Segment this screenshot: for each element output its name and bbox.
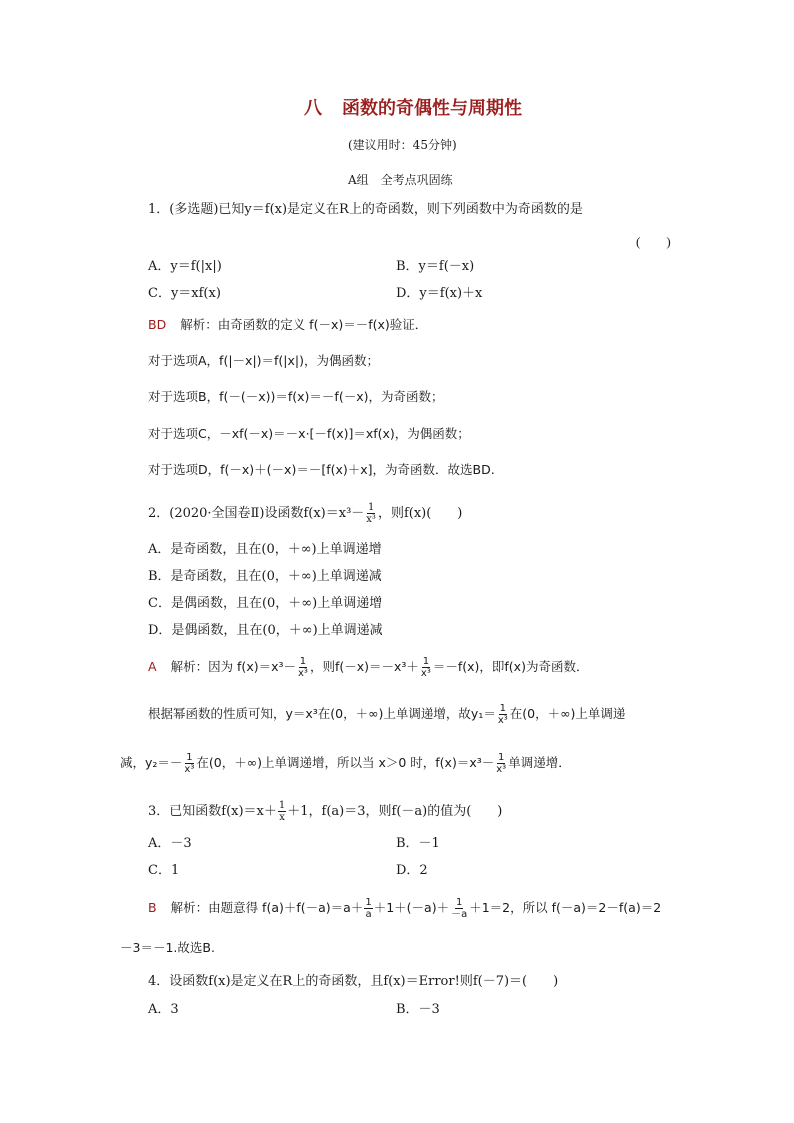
q2-sol-part: 减，y₂＝－ bbox=[120, 755, 183, 770]
fraction-numerator: 1 bbox=[499, 703, 506, 714]
q2-stem-part-2: ，则f(x)( ) bbox=[377, 506, 463, 521]
q2-sol-part: 在(0，＋∞)上单调递增，所以当 x＞0 时，f(x)＝x³－ bbox=[196, 755, 495, 770]
q2-sol-part: 根据幂函数的性质可知，y＝x³在(0，＋∞)上单调递增，故y₁＝ bbox=[148, 706, 496, 721]
q1-answer-blank: ( ) bbox=[636, 234, 671, 249]
q4-option-a: A．3 bbox=[148, 1002, 179, 1017]
q2-sol-fraction-2 bbox=[420, 656, 432, 679]
q3-solution-line-1 bbox=[148, 897, 661, 920]
q3-option-c: C．1 bbox=[148, 863, 180, 878]
q3-option-d: D．2 bbox=[396, 863, 428, 878]
q2-sol-part: ＝－f(x)，即f(x)为奇函数． bbox=[432, 659, 589, 674]
q2-sol-part: ，则f(－x)＝－x³＋ bbox=[309, 659, 419, 674]
fraction-numerator: 1 bbox=[367, 502, 375, 513]
q4-option-b: B．－3 bbox=[396, 1002, 440, 1017]
q2-stem-part-1: 2．(2020·全国卷Ⅱ)设函数f(x)＝x³－ bbox=[148, 506, 365, 521]
q2-option-a: A．是奇函数，且在(0，＋∞)上单调递增 bbox=[148, 542, 382, 557]
q1-solution-line-2: 对于选项A，f(|－x|)＝f(|x|)，为偶函数； bbox=[148, 353, 380, 368]
fraction-denominator: x³ bbox=[420, 668, 431, 679]
q3-sol-fraction-1 bbox=[364, 897, 372, 920]
q1-option-c: C．y＝xf(x) bbox=[148, 286, 221, 301]
q2-sol-part: 解析：因为 f(x)＝x³－ bbox=[170, 659, 296, 674]
fraction-denominator: x³ bbox=[497, 715, 508, 726]
q1-option-d: D．y＝f(x)＋x bbox=[396, 286, 483, 301]
q1-option-a: A．y＝f(|x|) bbox=[148, 259, 222, 274]
fraction-numerator: 1 bbox=[365, 897, 372, 908]
fraction-numerator: 1 bbox=[422, 656, 430, 667]
q2-sol-fraction-1 bbox=[297, 656, 309, 679]
q3-sol-part: ＋1＋(－a)＋ bbox=[373, 900, 450, 915]
q2-solution-line-3 bbox=[120, 752, 571, 775]
section-number: 八 bbox=[304, 98, 322, 119]
q3-stem-fraction bbox=[278, 800, 286, 823]
q3-answer: B bbox=[148, 900, 157, 915]
q2-sol-fraction-4 bbox=[183, 752, 195, 775]
section-title: 函数的奇偶性与周期性 bbox=[342, 98, 522, 119]
q2-stem-fraction bbox=[365, 502, 377, 525]
q1-solution-line-4: 对于选项C，－xf(－x)＝－x·[－f(x)]＝xf(x)，为偶函数； bbox=[148, 426, 470, 441]
q3-stem bbox=[148, 800, 502, 823]
fraction-denominator: x³ bbox=[298, 668, 308, 679]
q1-option-b: B．y＝f(－x) bbox=[396, 259, 475, 274]
q2-sol-part: 单调递增． bbox=[508, 755, 571, 770]
fraction-denominator: x bbox=[279, 812, 285, 823]
fraction-denominator: a bbox=[365, 909, 372, 920]
q2-sol-fraction-5 bbox=[495, 752, 507, 775]
fraction-numerator: 1 bbox=[186, 752, 193, 763]
q1-solution-line-5: 对于选项D，f(－x)＋(－x)＝－[f(x)＋x]，为奇函数．故选BD. bbox=[148, 462, 495, 477]
q2-stem bbox=[148, 502, 462, 525]
q3-solution-line-2: －3＝－1.故选B. bbox=[120, 940, 215, 955]
q3-stem-part-2: ＋1，f(a)＝3，则f(－a)的值为( ) bbox=[287, 804, 503, 819]
page-title bbox=[304, 98, 522, 120]
fraction-numerator: 1 bbox=[278, 800, 286, 811]
q2-option-b: B．是奇函数，且在(0，＋∞)上单调递减 bbox=[148, 569, 382, 584]
q2-sol-fraction-3 bbox=[497, 703, 509, 726]
q2-sol-part: 在(0，＋∞)上单调递 bbox=[509, 706, 626, 721]
q2-solution-line-2 bbox=[148, 703, 625, 726]
q3-sol-part: ＋1＝2，所以 f(－a)＝2－f(a)＝2 bbox=[469, 900, 662, 915]
q1-solution-line-3: 对于选项B，f(－(－x))＝f(x)＝－f(－x)，为奇函数； bbox=[148, 389, 444, 404]
q1-solution-text: 解析：由奇函数的定义 f(－x)＝－f(x)验证． bbox=[180, 317, 428, 332]
q3-sol-part: 解析：由题意得 f(a)＋f(－a)＝a＋ bbox=[170, 900, 364, 915]
group-heading: A组 全考点巩固练 bbox=[348, 173, 453, 187]
fraction-denominator: x³ bbox=[366, 514, 376, 525]
time-hint: (建议用时：45分钟) bbox=[348, 138, 457, 152]
fraction-denominator: －a bbox=[451, 909, 468, 920]
q2-solution-line-1 bbox=[148, 656, 588, 679]
q3-stem-part-1: 3．已知函数f(x)＝x＋ bbox=[148, 804, 277, 819]
fraction-numerator: 1 bbox=[498, 752, 505, 763]
q3-option-b: B．－1 bbox=[396, 836, 440, 851]
q2-option-d: D．是偶函数，且在(0，＋∞)上单调递减 bbox=[148, 623, 383, 638]
q1-stem: 1．(多选题)已知y＝f(x)是定义在R上的奇函数，则下列函数中为奇函数的是 bbox=[148, 202, 583, 217]
q2-option-c: C．是偶函数，且在(0，＋∞)上单调递增 bbox=[148, 596, 383, 611]
fraction-denominator: x³ bbox=[496, 764, 507, 775]
q3-sol-fraction-2 bbox=[450, 897, 468, 920]
fraction-numerator: 1 bbox=[299, 656, 307, 667]
q4-stem: 4．设函数f(x)是定义在R上的奇函数，且f(x)＝Error!则f(－7)＝( ) bbox=[148, 974, 559, 989]
q1-solution-line-1 bbox=[148, 317, 427, 333]
fraction-denominator: x³ bbox=[184, 764, 195, 775]
q3-option-a: A．－3 bbox=[148, 836, 192, 851]
q1-answer: BD bbox=[148, 317, 167, 332]
q2-answer: A bbox=[148, 659, 157, 674]
fraction-numerator: 1 bbox=[455, 897, 463, 908]
